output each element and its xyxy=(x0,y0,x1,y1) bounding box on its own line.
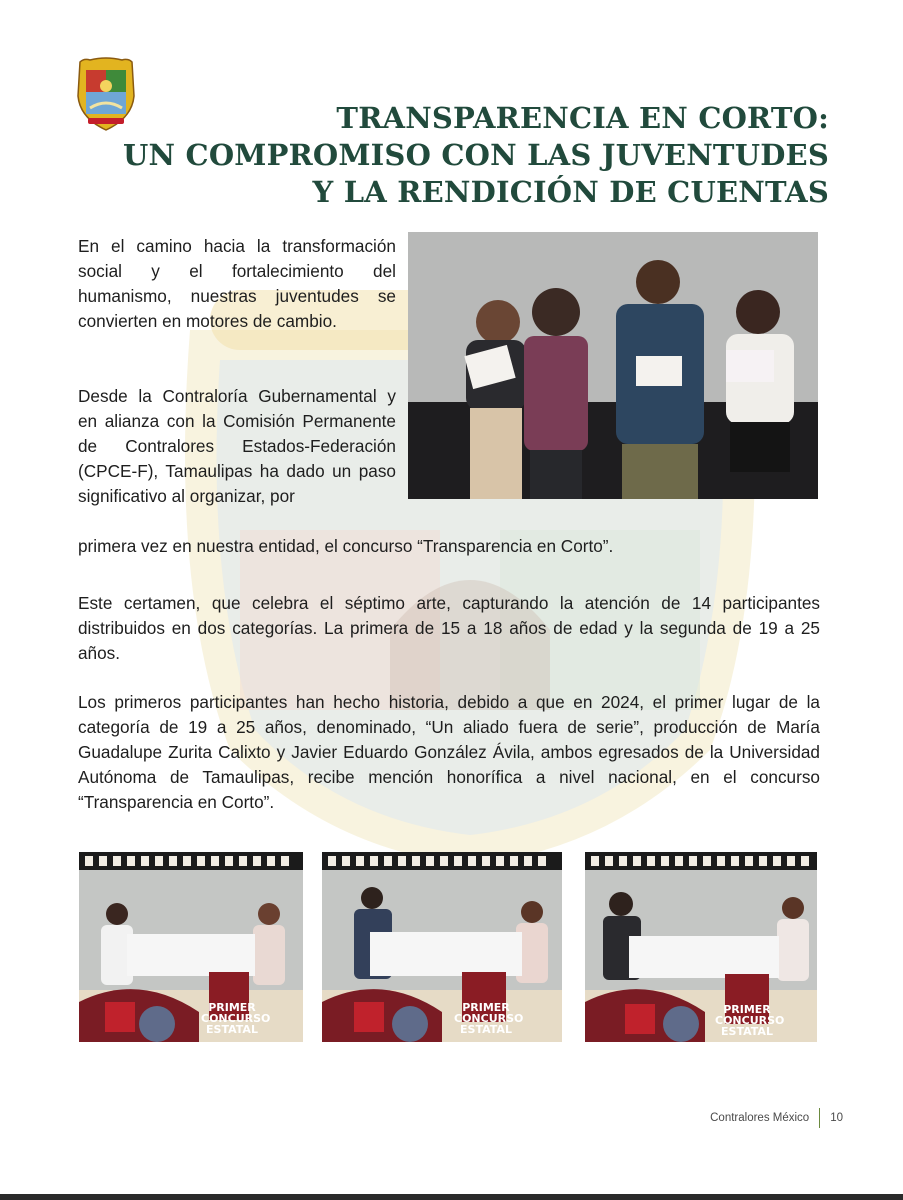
award-winners-photo xyxy=(408,232,818,499)
banner-line-3: ESTATAL xyxy=(460,1023,512,1036)
publication-name: Contralores México xyxy=(710,1112,810,1124)
paragraph-contraloria: Desde la Contraloría Gubernamental y en alianza con la Comisión Permanente de Contralores Estados-Federación (CPCE-F), Tamaulipas ha dado un paso significativo al organizar, por xyxy=(78,386,396,506)
paragraph-participantes: Los primeros participantes han hecho historia, debido a que en 2024, el primer lugar de la categoría de 19 a 25 años, denominado, “Un aliado fuera de serie”, producción de María Guadalupe Zurita Calixto y Javier Eduardo González Ávila, ambos egresados de la Universidad Autónoma de Tamaulipas, recibe mención honorífica a nivel nacional, en el concurso “Transparencia en Corto”. xyxy=(78,692,820,812)
banner-line-2: CONCURSO xyxy=(715,1014,785,1027)
paragraph-certamen: Este certamen, que celebra el séptimo arte, capturando la atención de 14 participantes distribuidos en dos categorías. La primera de 15 a 18 años de edad y la segunda de 19 a 25 años. xyxy=(78,593,820,663)
ceremony-photo-3 xyxy=(585,852,817,1042)
title-line-3: Y LA RENDICIÓN DE CUENTAS xyxy=(312,175,829,209)
title-line-2: UN COMPROMISO CON LAS JUVENTUDES xyxy=(123,138,829,172)
title-line-1: TRANSPARENCIA EN CORTO: xyxy=(336,101,829,135)
banner-line-1: PRIMER xyxy=(208,1001,256,1014)
ceremony-photo-2 xyxy=(322,852,562,1042)
banner-line-2: CONCURSO xyxy=(201,1012,271,1025)
page-footer xyxy=(710,1108,843,1128)
article-title xyxy=(123,100,829,211)
bottom-rule xyxy=(0,1194,903,1200)
paragraph-intro: En el camino hacia la transformación social y el fortalecimiento del humanismo, nuestras juventudes se convierten en motores de cambio. xyxy=(78,236,396,331)
footer-divider xyxy=(819,1108,820,1128)
ceremony-photo-1 xyxy=(79,852,303,1042)
page-number: 10 xyxy=(830,1112,843,1124)
paragraph-contraloria-continued: primera vez en nuestra entidad, el concurso “Transparencia en Corto”. xyxy=(78,536,614,556)
banner-line-3: ESTATAL xyxy=(721,1025,773,1038)
banner-line-2: CONCURSO xyxy=(454,1012,524,1025)
banner-line-3: ESTATAL xyxy=(206,1023,258,1036)
banner-line-1: PRIMER xyxy=(723,1003,771,1016)
banner-line-1: PRIMER xyxy=(462,1001,510,1014)
